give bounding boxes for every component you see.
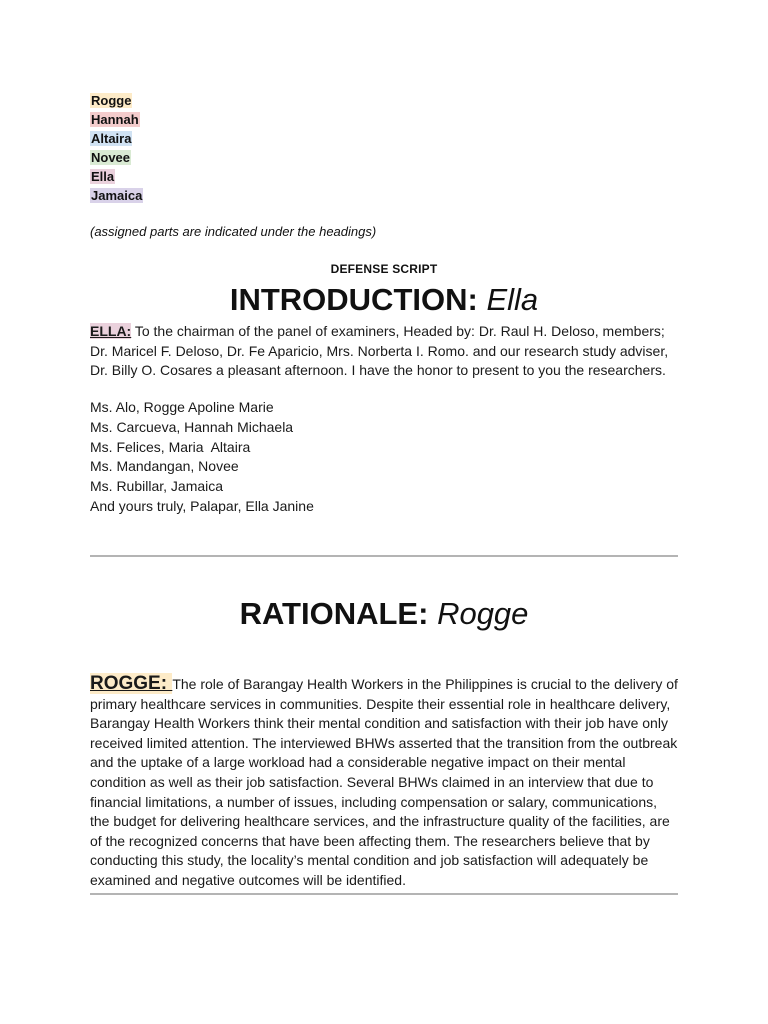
roster-item [90, 92, 143, 111]
assignment-note: (assigned parts are indicated under the headings) [90, 224, 377, 239]
speaker-label-rogge: ROGGE: [90, 673, 173, 694]
roster-item [90, 130, 143, 149]
roster-item [90, 187, 143, 206]
team-roster [90, 92, 143, 205]
roster-name-novee: Novee [91, 149, 131, 165]
roster-name-jamaica: Jamaica [91, 187, 143, 203]
roster-name-altaira: Altaira [91, 130, 132, 146]
researcher-item: Ms. Felices, Maria Altaira [90, 438, 251, 455]
researcher-item: Ms. Mandangan, Novee [90, 458, 239, 475]
roster-item [90, 111, 143, 130]
rationale-paragraph [90, 674, 680, 891]
roster-name-hannah: Hannah [91, 111, 139, 127]
roster-item [90, 149, 143, 168]
rationale-heading-label: RATIONALE: [239, 596, 429, 631]
document-label: DEFENSE SCRIPT [330, 262, 438, 276]
rationale-text: The role of Barangay Health Workers in the Philippines is crucial to the delivery of primary healthcare services in communities. Despite their essential role in healthcare delivery, Barangay Health Workers think their mental condition and satisfaction with their job have only received limited attention. The interviewed BHWs asserted that the transition from the outbreak and the uptake of a large workload had a considerable negative impact on their mental condition as well as their job satisfaction. Several BHWs claimed in an interview that due to financial limitations, a number of issues, including compensation or salary, communications, the budget for delivering healthcare services, and the infrastructure quality of the facilities, are of the recognized concerns that have been affecting them. The researchers believe that by conducting this study, the locality’s mental condition and job satisfaction will adequately be examined and negative outcomes will be identified. [90, 676, 678, 888]
introduction-paragraph [90, 322, 680, 381]
researcher-item: Ms. Alo, Rogge Apoline Marie [90, 399, 274, 415]
introduction-heading [0, 282, 768, 318]
section-divider [90, 893, 678, 895]
introduction-heading-label: INTRODUCTION: [229, 282, 478, 317]
researcher-item: Ms. Carcueva, Hannah Michaela [90, 418, 294, 435]
introduction-text: To the chairman of the panel of examiners, Headed by: Dr. Raul H. Deloso, members; Dr. Maricel F. Deloso, Dr. Fe Aparicio, Mrs. Norberta I. Romo. and our research study adviser, Dr. Billy O. Cosares a pleasant afternoon. I have the honor to present to you the researchers. [90, 323, 669, 379]
rationale-heading [0, 596, 768, 632]
section-divider [90, 555, 678, 557]
researcher-list [90, 398, 314, 517]
roster-name-ella: Ella [91, 168, 115, 184]
researcher-item: Ms. Rubillar, Jamaica [90, 478, 224, 495]
roster-name-rogge: Rogge [91, 93, 132, 108]
roster-item [90, 168, 143, 187]
introduction-assignee: Ella [486, 282, 539, 317]
speaker-label-ella: ELLA: [90, 323, 132, 339]
rationale-assignee: Rogge [437, 596, 529, 631]
researcher-item: And yours truly, Palapar, Ella Janine [90, 497, 314, 514]
